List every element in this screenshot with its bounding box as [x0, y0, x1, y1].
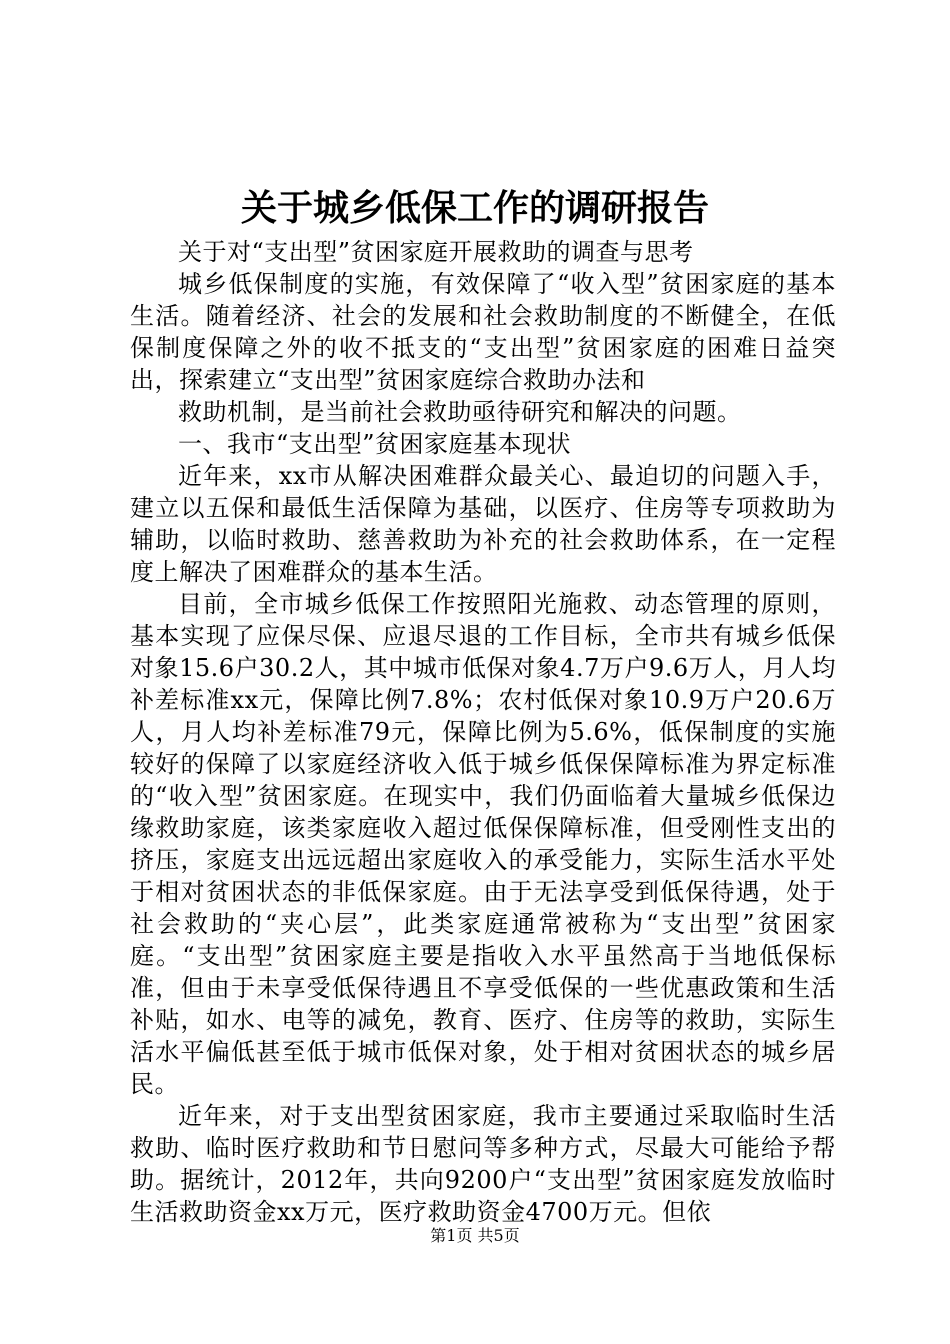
paragraph-measures: 近年来，对于支出型贫困家庭，我市主要通过采取临时生活救助、临时医疗救助和节日慰问等多种方式，尽最大可能给予帮助。据统计，2012年，共向9200户“支出型”贫困家庭发放临时生活救助资金xx万元，医疗救助资金4700万元。但依 [130, 1102, 836, 1226]
document-body [130, 236, 836, 1228]
paragraph-current-status: 目前，全市城乡低保工作按照阳光施救、动态管理的原则，基本实现了应保尽保、应退尽退的工作目标，全市共有城乡低保对象15.6户30.2人，其中城市低保对象4.7万户9.6万人，月人均补差标准xx元，保障比例7.8%；农村低保对象10.9万户20.6万人，月人均补差标准79元，保障比例为5.6%，低保制度的实施较好的保障了以家庭经济收入低于城乡低保保障标准为界定标准的“收入型”贫困家庭。在现实中，我们仍面临着大量城乡低保边缘救助家庭，该类家庭收入超过低保保障标准，但受刚性支出的挤压，家庭支出远远超出家庭收入的承受能力，实际生活水平处于相对贫困状态的非低保家庭。由于无法享受到低保待遇，处于社会救助的“夹心层”，此类家庭通常被称为“支出型”贫困家庭。“支出型”贫困家庭主要是指收入水平虽然高于当地低保标准，但由于未享受低保待遇且不享受低保的一些优惠政策和生活补贴，如水、电等的减免，教育、医疗、住房等的救助，实际生活水平偏低甚至低于城市低保对象，处于相对贫困状态的城乡居民。 [130, 590, 836, 1098]
paragraph-subtitle: 关于对“支出型”贫困家庭开展救助的调查与思考 [178, 238, 694, 266]
page-number-footer: 第1页 共5页 [430, 1226, 520, 1245]
paragraph-intro-continued: 救助机制，是当前社会救助亟待研究和解决的问题。 [178, 398, 742, 426]
paragraph-system: 近年来，xx市从解决困难群众最关心、最迫切的问题入手，建立以五保和最低生活保障为基础，以医疗、住房等专项救助为辅助，以临时救助、慈善救助为补充的社会救助体系，在一定程度上解决了困难群众的基本生活。 [130, 462, 836, 586]
section-heading-1: 一、我市“支出型”贫困家庭基本现状 [178, 430, 572, 458]
paragraph-intro: 城乡低保制度的实施，有效保障了“收入型”贫困家庭的基本生活。随着经济、社会的发展和社会救助制度的不断健全，在低保制度保障之外的收不抵支的“支出型”贫困家庭的困难日益突出，探索建立“支出型”贫困家庭综合救助办法和 [130, 270, 836, 394]
document-title: 关于城乡低保工作的调研报告 [240, 187, 709, 229]
